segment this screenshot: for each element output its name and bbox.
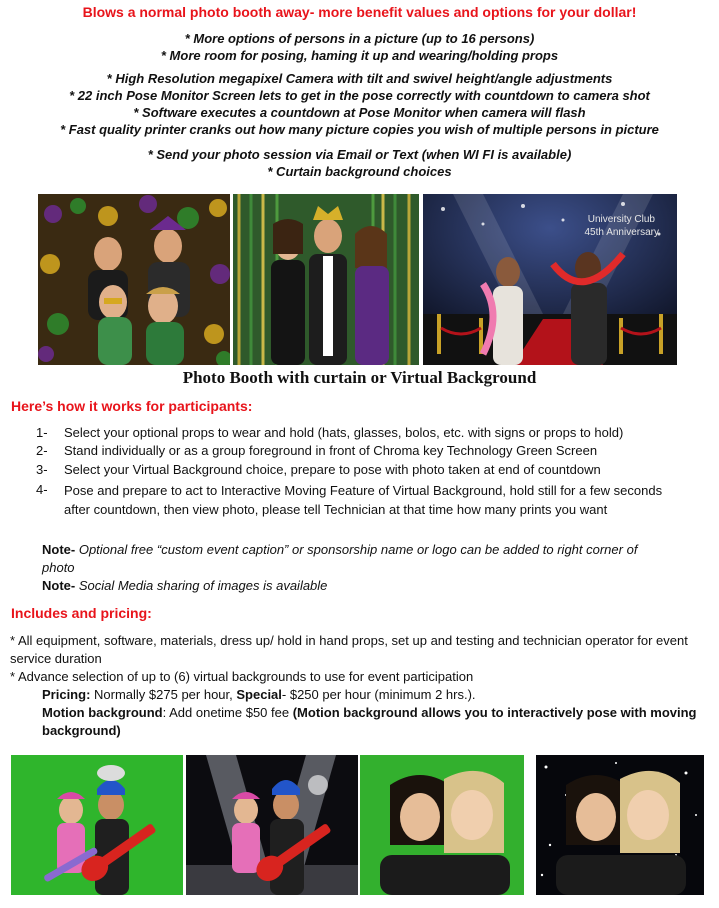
feature-line: * Send your photo session via Email or Text (when WI FI is available) <box>147 147 572 162</box>
note-caption <box>42 541 672 577</box>
includes-equipment: * All equipment, software, materials, dress up/ hold in hand props, set up and testing and technician operator for event service duration <box>10 633 688 666</box>
pricing-label: Pricing: <box>42 687 91 702</box>
features-group-2 <box>0 70 719 138</box>
motion-line <box>42 704 712 740</box>
photo-virtual-stars-pose <box>536 755 704 895</box>
motion-bold: (Motion background allows you to interactively pose with moving background) <box>42 705 697 738</box>
feature-line: * Curtain background choices <box>267 164 452 179</box>
includes-backgrounds: * Advance selection of up to (6) virtual backgrounds to use for event participation <box>10 669 474 684</box>
step-item <box>36 461 716 479</box>
motion-text: : Add onetime $50 fee <box>162 705 293 720</box>
photo-mardi-gras-group <box>38 194 230 365</box>
photo-overlay-line2: 45th Anniversary <box>584 227 659 238</box>
feature-line: * More room for posing, haming it up and wearing/holding props <box>160 48 559 63</box>
feature-line: * 22 inch Pose Monitor Screen lets to get in the pose correctly with countdown to camera shot <box>69 88 650 103</box>
pricing-normal: Normally $275 per hour, <box>90 687 237 702</box>
feature-line: * More options of persons in a picture (up to 16 persons) <box>184 31 535 46</box>
headline: Blows a normal photo booth away- more benefit values and options for your dollar! <box>82 4 637 20</box>
step-text: Select your optional props to wear and hold (hats, glasses, bolos, etc. with signs or props to hold) <box>64 425 624 440</box>
photo-overlay-line1: University Club <box>587 214 655 225</box>
how-it-works-heading: Here’s how it works for participants: <box>11 398 253 414</box>
photo-virtual-red-carpet <box>423 194 677 365</box>
motion-label: Motion background <box>42 705 163 720</box>
step-text: Stand individually or as a group foreground in front of Chroma key Technology Green Screen <box>64 443 598 458</box>
note-text: Optional free “custom event caption” or sponsorship name or logo can be added to right corner of photo <box>42 542 638 575</box>
step-item <box>36 442 716 460</box>
feature-line: * Software executes a countdown at Pose Monitor when camera will flash <box>133 105 586 120</box>
note-social <box>42 577 712 595</box>
photo-virtual-concert-guitar <box>186 755 358 895</box>
step-number: 4- <box>36 482 48 497</box>
note-label: Note- <box>42 542 76 557</box>
features-group-1 <box>0 30 719 64</box>
step-item <box>36 424 716 442</box>
step-item <box>36 481 676 519</box>
pricing-line <box>42 686 712 704</box>
pricing-heading: Includes and pricing: <box>11 605 152 621</box>
note-label: Note- <box>42 578 76 593</box>
photo-green-screen-guitar <box>11 755 183 895</box>
step-number: 3- <box>36 462 48 477</box>
note-text: Social Media sharing of images is available <box>75 578 328 593</box>
photo-curtain-group <box>233 194 419 365</box>
pricing-special-label: Special <box>236 687 282 702</box>
photo-caption: Photo Booth with curtain or Virtual Background <box>182 368 537 387</box>
step-number: 2- <box>36 443 48 458</box>
step-text: Select your Virtual Background choice, prepare to pose with photo taken at end of countdown <box>64 462 601 477</box>
feature-line: * High Resolution megapixel Camera with tilt and swivel height/angle adjustments <box>106 71 613 86</box>
photo-green-screen-pose <box>360 755 524 895</box>
feature-line: * Fast quality printer cranks out how many picture copies you wish of multiple persons in picture <box>60 122 659 137</box>
step-number: 1- <box>36 425 48 440</box>
pricing-special: - $250 per hour (minimum 2 hrs.). <box>281 687 476 702</box>
step-text: Pose and prepare to act to Interactive Moving Feature of Virtual Background, hold still for a few seconds after countdown, then view photo, please tell Technician at that time how many prints you want <box>64 483 663 517</box>
features-group-3 <box>0 146 719 180</box>
